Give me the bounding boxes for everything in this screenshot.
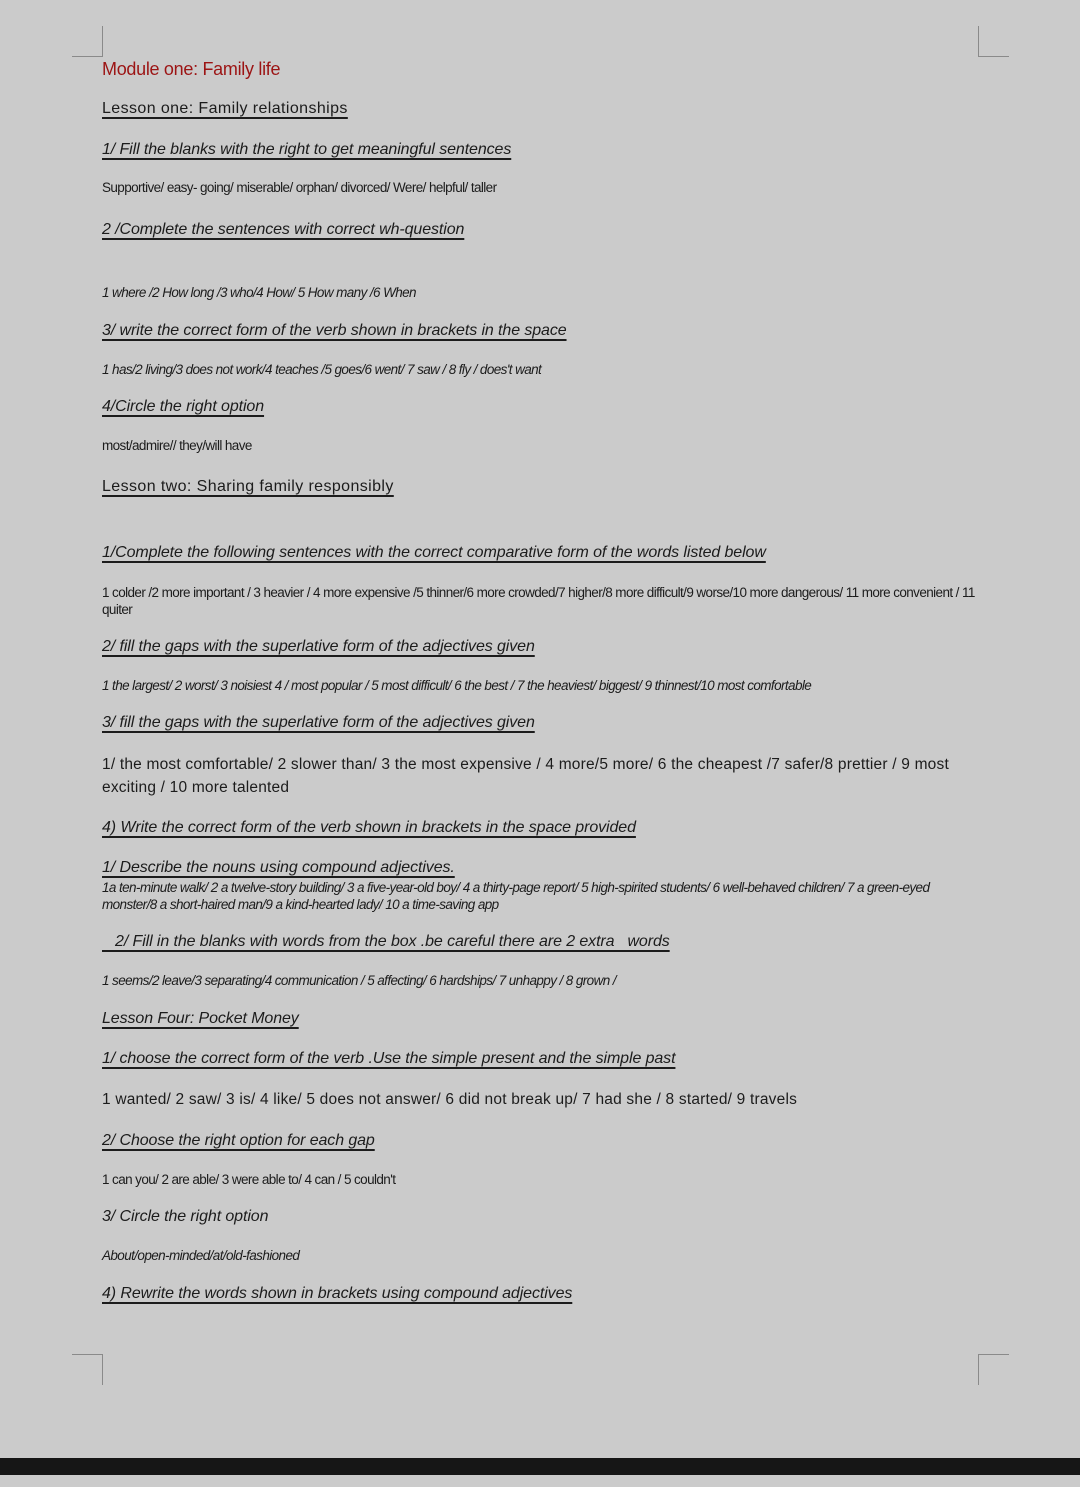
lesson-two-ex3-answers: 1/ the most comfortable/ 2 slower than/ 3 the most expensive / 4 more/5 more/ 6 the cheapest /7 safer/8 prettier / 9 most exciting / 10 more talented [102, 756, 949, 796]
lesson-one-ex4-heading: 4/Circle the right option [102, 398, 265, 415]
lesson-one-ex3-answers: 1 has/2 living/3 does not work/4 teaches /5 goes/6 went/ 7 saw / 8 fly / does't want [102, 362, 542, 377]
lesson-two-ex2-heading: 2/ fill the gaps with the superlative form of the adjectives given [102, 638, 535, 655]
module-title: Module one: Family life [102, 59, 281, 79]
lesson-two-ex4-heading: 4) Write the correct form of the verb shown in brackets in the space provided [102, 819, 636, 836]
lesson-one-ex1-answers: Supportive/ easy- going/ miserable/ orphan/ divorced/ Were/ helpful/ taller [102, 180, 497, 195]
lesson-four-title: Lesson Four: Pocket Money [102, 1010, 299, 1027]
lesson-two-ex2-answers: 1 the largest/ 2 worst/ 3 noisiest 4 / most popular / 5 most difficult/ 6 the best / 7 the heaviest/ biggest/ 9 thinnest/10 most comfortable [102, 678, 812, 693]
lesson-one-ex1-heading: 1/ Fill the blanks with the right to get meaningful sentences [102, 141, 512, 158]
page-corner-mark-bottom-left [72, 1354, 103, 1385]
page-corner-mark-top-left [72, 26, 103, 57]
lesson-three-ex2-answers: 1 seems/2 leave/3 separating/4 communication / 5 affecting/ 6 hardships/ 7 unhappy / 8 grown / [102, 973, 616, 988]
lesson-four-ex1-answers: 1 wanted/ 2 saw/ 3 is/ 4 like/ 5 does not answer/ 6 did not break up/ 7 had she / 8 started/ 9 travels [102, 1091, 798, 1108]
lesson-two-ex3-heading: 3/ fill the gaps with the superlative form of the adjectives given [102, 714, 535, 731]
lesson-one-ex4-answers: most/admire// they/will have [102, 438, 252, 453]
lesson-two-ex1-answers: 1 colder /2 more important / 3 heavier / 4 more expensive /5 thinner/6 more crowded/7 higher/8 more difficult/9 worse/10 more dangerous/ 11 more convenient / 11 quiter [102, 585, 975, 617]
lesson-four-ex1-heading: 1/ choose the correct form of the verb .Use the simple present and the simple past [102, 1050, 676, 1067]
lesson-three-ex2-heading: 2/ Fill in the blanks with words from the box .be careful there are 2 extra words [102, 933, 670, 950]
lesson-one-title: Lesson one: Family relationships [102, 100, 348, 117]
lesson-three-ex1-heading: 1/ Describe the nouns using compound adjectives. [102, 859, 455, 876]
lesson-one-ex2-heading: 2 /Complete the sentences with correct wh-question [102, 221, 465, 238]
lesson-one-ex3-heading: 3/ write the correct form of the verb shown in brackets in the space [102, 322, 567, 339]
lesson-four-ex2-answers: 1 can you/ 2 are able/ 3 were able to/ 4 can / 5 couldn't [102, 1172, 396, 1187]
page-corner-mark-bottom-right [978, 1354, 1009, 1385]
lesson-four-ex3-answers: About/open-minded/at/old-fashioned [102, 1248, 300, 1263]
lesson-two-title: Lesson two: Sharing family responsibly [102, 478, 394, 495]
page-corner-mark-top-right [978, 26, 1009, 57]
lesson-four-ex3-heading: 3/ Circle the right option [102, 1208, 269, 1225]
lesson-one-ex2-answers: 1 where /2 How long /3 who/4 How/ 5 How many /6 When [102, 285, 416, 300]
lesson-four-ex4-heading: 4) Rewrite the words shown in brackets using compound adjectives [102, 1285, 573, 1302]
bottom-bar [0, 1458, 1080, 1475]
lesson-four-ex2-heading: 2/ Choose the right option for each gap [102, 1132, 375, 1149]
lesson-three-ex1-answers: 1a ten-minute walk/ 2 a twelve-story building/ 3 a five-year-old boy/ 4 a thirty-page report/ 5 high-spirited students/ 6 well-behaved children/ 7 a green-eyed monster/8 a short-haired man/9 a kind-hearted lady/ 10 a time-saving app [102, 880, 930, 912]
lesson-two-ex1-heading: 1/Complete the following sentences with the correct comparative form of the words listed below [102, 544, 766, 561]
